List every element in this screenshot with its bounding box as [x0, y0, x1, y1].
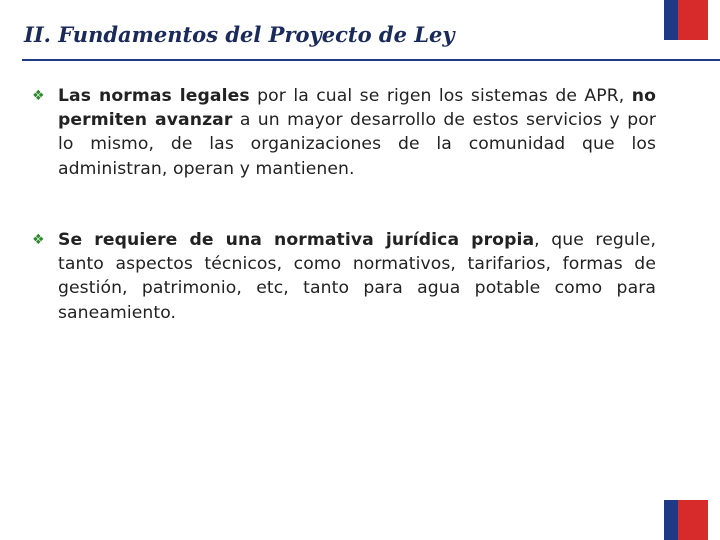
flag-blue-stripe [664, 0, 678, 40]
bullet-text-2 [58, 228, 656, 325]
bullet-1-bold-1: Las normas legales [58, 86, 250, 106]
checkmark-bullet-icon: ❖ [32, 88, 45, 104]
flag-red-stripe [678, 0, 708, 40]
bullet-1-bold-2: no permiten avanzar [58, 86, 656, 131]
flag-red-stripe [678, 500, 708, 540]
bullet-1-text-2: por la cual se rigen los sistemas de APR, [249, 86, 632, 106]
bullet-2-bold-1: Se requiere de una normativa jurídica propia [58, 230, 535, 250]
bullet-1-text-4: a un mayor desarrollo de estos servicios y por lo mismo, de las organizaciones de la comunidad que los administran, operan y mantienen. [58, 110, 656, 179]
flag-blue-stripe [664, 500, 678, 540]
flag-bar-bottom [664, 500, 708, 540]
checkmark-bullet-icon: ❖ [32, 232, 45, 248]
flag-bar-top [664, 0, 708, 40]
title-divider [22, 59, 720, 61]
slide-title: II. Fundamentos del Proyecto de Ley [24, 22, 455, 47]
bullet-text-1 [58, 84, 656, 181]
bullet-2-text-2: , que regule, tanto aspectos técnicos, como normativos, tarifarios, formas de gestión, patrimonio, etc, tanto para agua potable como para saneamiento. [58, 230, 657, 323]
bullet-item-1 [32, 84, 656, 181]
bullet-item-2 [32, 228, 656, 325]
